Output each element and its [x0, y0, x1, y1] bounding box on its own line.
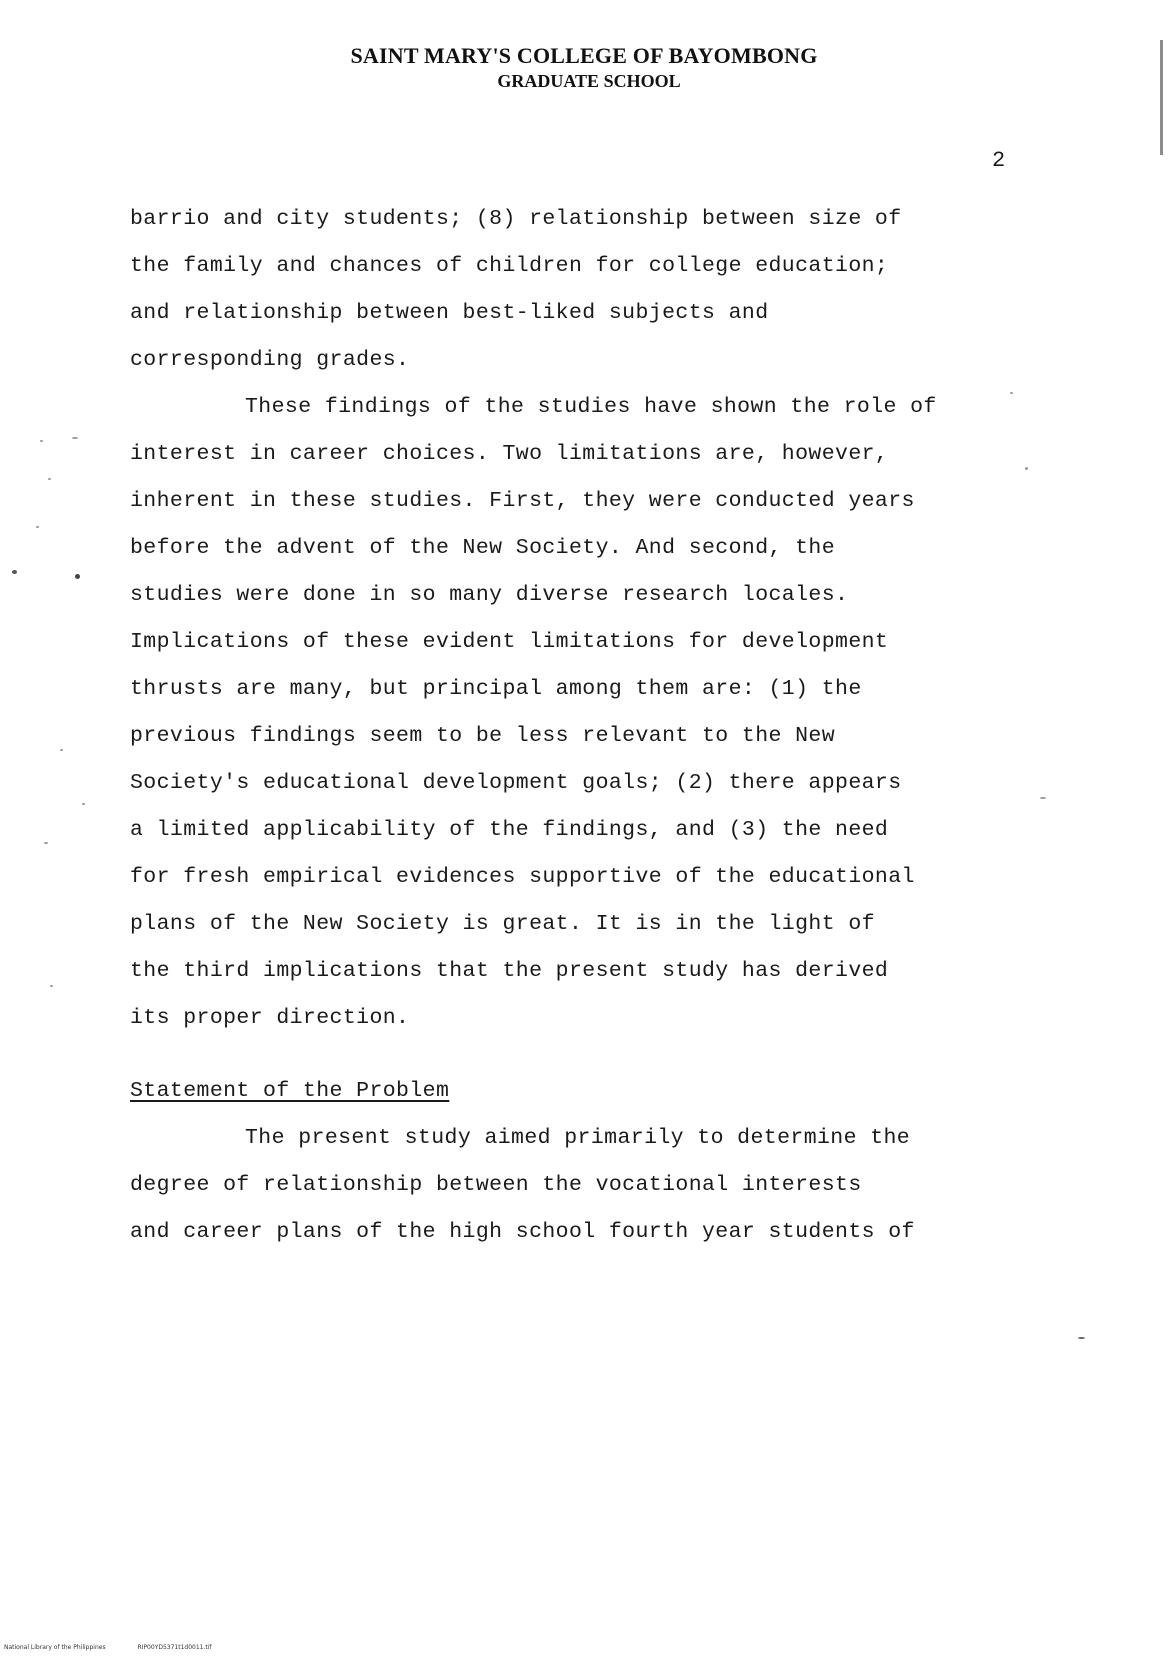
college-name: SAINT MARY'S COLLEGE OF BAYOMBONG — [350, 43, 818, 68]
footer-file-code: RIP00YD5371t1d0011.tif — [137, 1644, 212, 1651]
school-name: GRADUATE SCHOOL — [497, 71, 681, 91]
text-line: a limited applicability of the findings, and (3) the need — [130, 818, 889, 842]
text-line: interest in career choices. Two limitations are, however, — [130, 442, 889, 466]
text-line: for fresh empirical evidences supportive of the educational — [130, 865, 915, 889]
text-line: The present study aimed primarily to determine the — [245, 1126, 911, 1150]
text-line: degree of relationship between the vocational interests — [130, 1173, 862, 1197]
body-text — [130, 196, 1010, 1256]
text-line: before the advent of the New Society. And second, the — [130, 536, 836, 560]
section-heading-text: Statement of the Problem — [130, 1079, 450, 1103]
text-line: and career plans of the high school fourth year students of — [130, 1220, 915, 1244]
text-line: studies were done in so many diverse research locales. — [130, 583, 849, 607]
text-line: Society's educational development goals; (2) there appears — [130, 771, 902, 795]
scan-footer — [4, 1644, 212, 1651]
scan-edge-mark — [1160, 40, 1163, 155]
text-line: its proper direction. — [130, 1006, 410, 1030]
text-line: These findings of the studies have shown the role of — [245, 395, 937, 419]
text-line: inherent in these studies. First, they were conducted years — [130, 489, 915, 513]
text-line: the family and chances of children for college education; — [130, 254, 889, 278]
text-line: and relationship between best-liked subjects and — [130, 301, 769, 325]
text-line: barrio and city students; (8) relationship between size of — [130, 207, 902, 231]
document-header — [0, 42, 1168, 92]
footer-library: National Library of the Philippines — [4, 1644, 106, 1651]
text-line: corresponding grades. — [130, 348, 410, 372]
text-line: the third implications that the present study has derived — [130, 959, 889, 983]
text-line: previous findings seem to be less relevant to the New — [130, 724, 836, 748]
text-line: Implications of these evident limitations for development — [130, 630, 889, 654]
text-line: plans of the New Society is great. It is in the light of — [130, 912, 875, 936]
page-number: 2 — [992, 148, 1006, 173]
section-heading — [130, 1068, 1010, 1115]
text-line: thrusts are many, but principal among them are: (1) the — [130, 677, 862, 701]
